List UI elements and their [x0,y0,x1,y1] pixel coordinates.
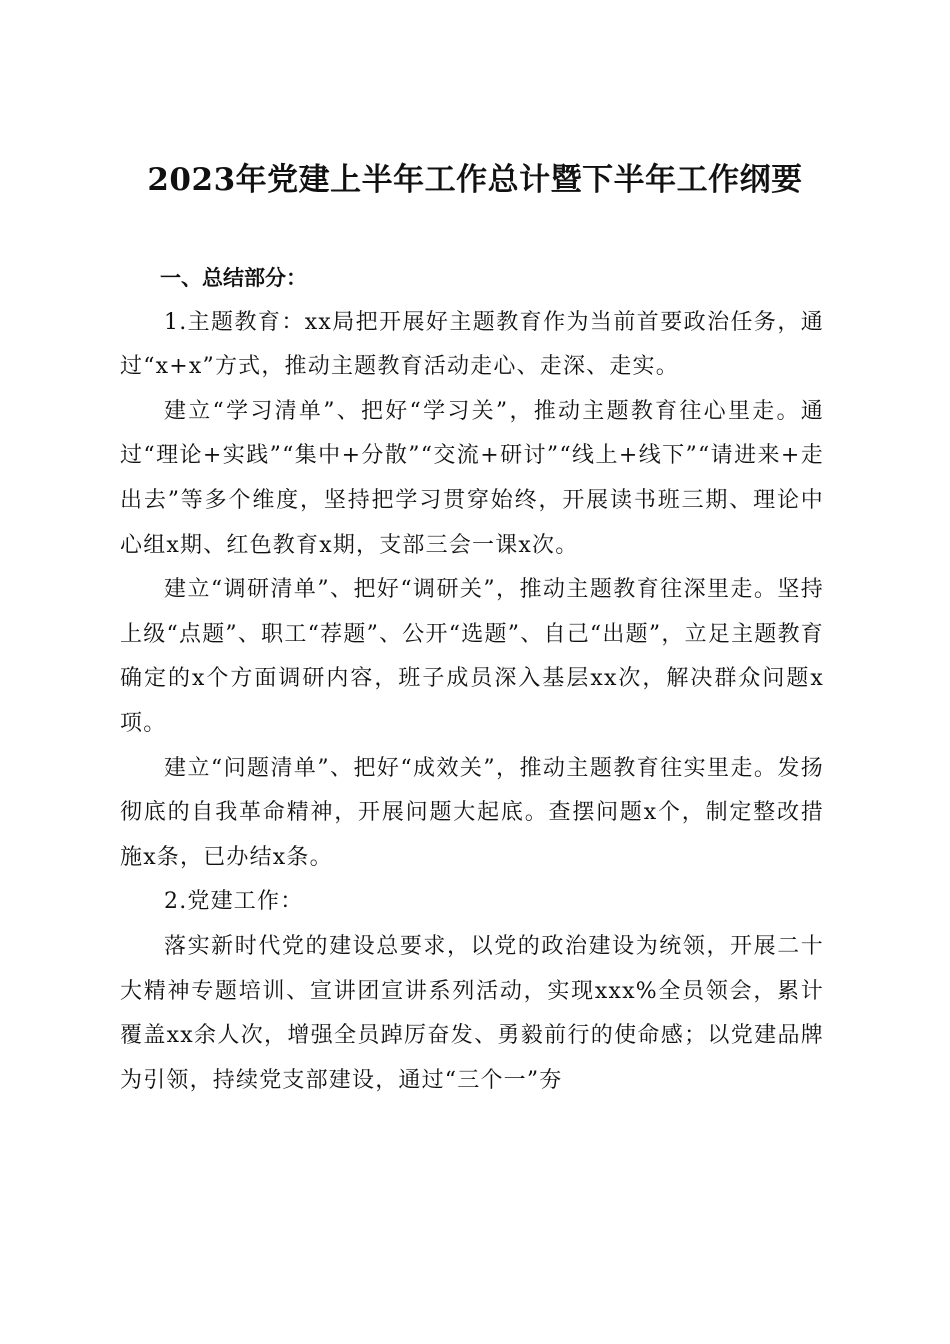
paragraph-party-work-heading: 2.党建工作： [164,889,304,915]
paragraph-party-work: 落实新时代党的建设总要求，以党的政治建设为统领，开展二十大精神专题培训、宣讲团宣讲系列活动，实现xxx%全员领会，累计覆盖xx余人次，增强全员踔厉奋发、勇毅前行的使命感；以党建品牌为引领，持续党支部建设，通过“三个一”夯 [120,933,824,1093]
paragraph-problem-list: 建立“问题清单”、把好“成效关”，推动主题教育往实里走。发扬彻底的自我革命精神，开展问题大起底。查摆问题x个，制定整改措施x条，已办结x条。 [120,755,824,870]
document-title: 2023年党建上半年工作总计暨下半年工作纲要 [147,161,803,198]
paragraph-research-list: 建立“调研清单”、把好“调研关”，推动主题教育往深里走。坚持上级“点题”、职工“荐题”、公开“选题”、自己“出题”，立足主题教育确定的x个方面调研内容，班子成员深入基层xx次，解决群众问题x项。 [120,577,824,736]
paragraph-theme-education: 1.主题教育：xx局把开展好主题教育作为当前首要政治任务，通过“x+x”方式，推动主题教育活动走心、走深、走实。 [120,309,824,380]
document-body [120,256,824,1103]
paragraph-study-list: 建立“学习清单”、把好“学习关”，推动主题教育往心里走。通过“理论+实践”“集中+分散”“交流+研讨”“线上+线下”“请进来+走出去”等多个维度，坚持把学习贯穿始终，开展读书班三期、理论中心组x期、红色教育x期，支部三会一课x次。 [120,398,824,558]
section-heading: 一、总结部分： [160,266,307,290]
